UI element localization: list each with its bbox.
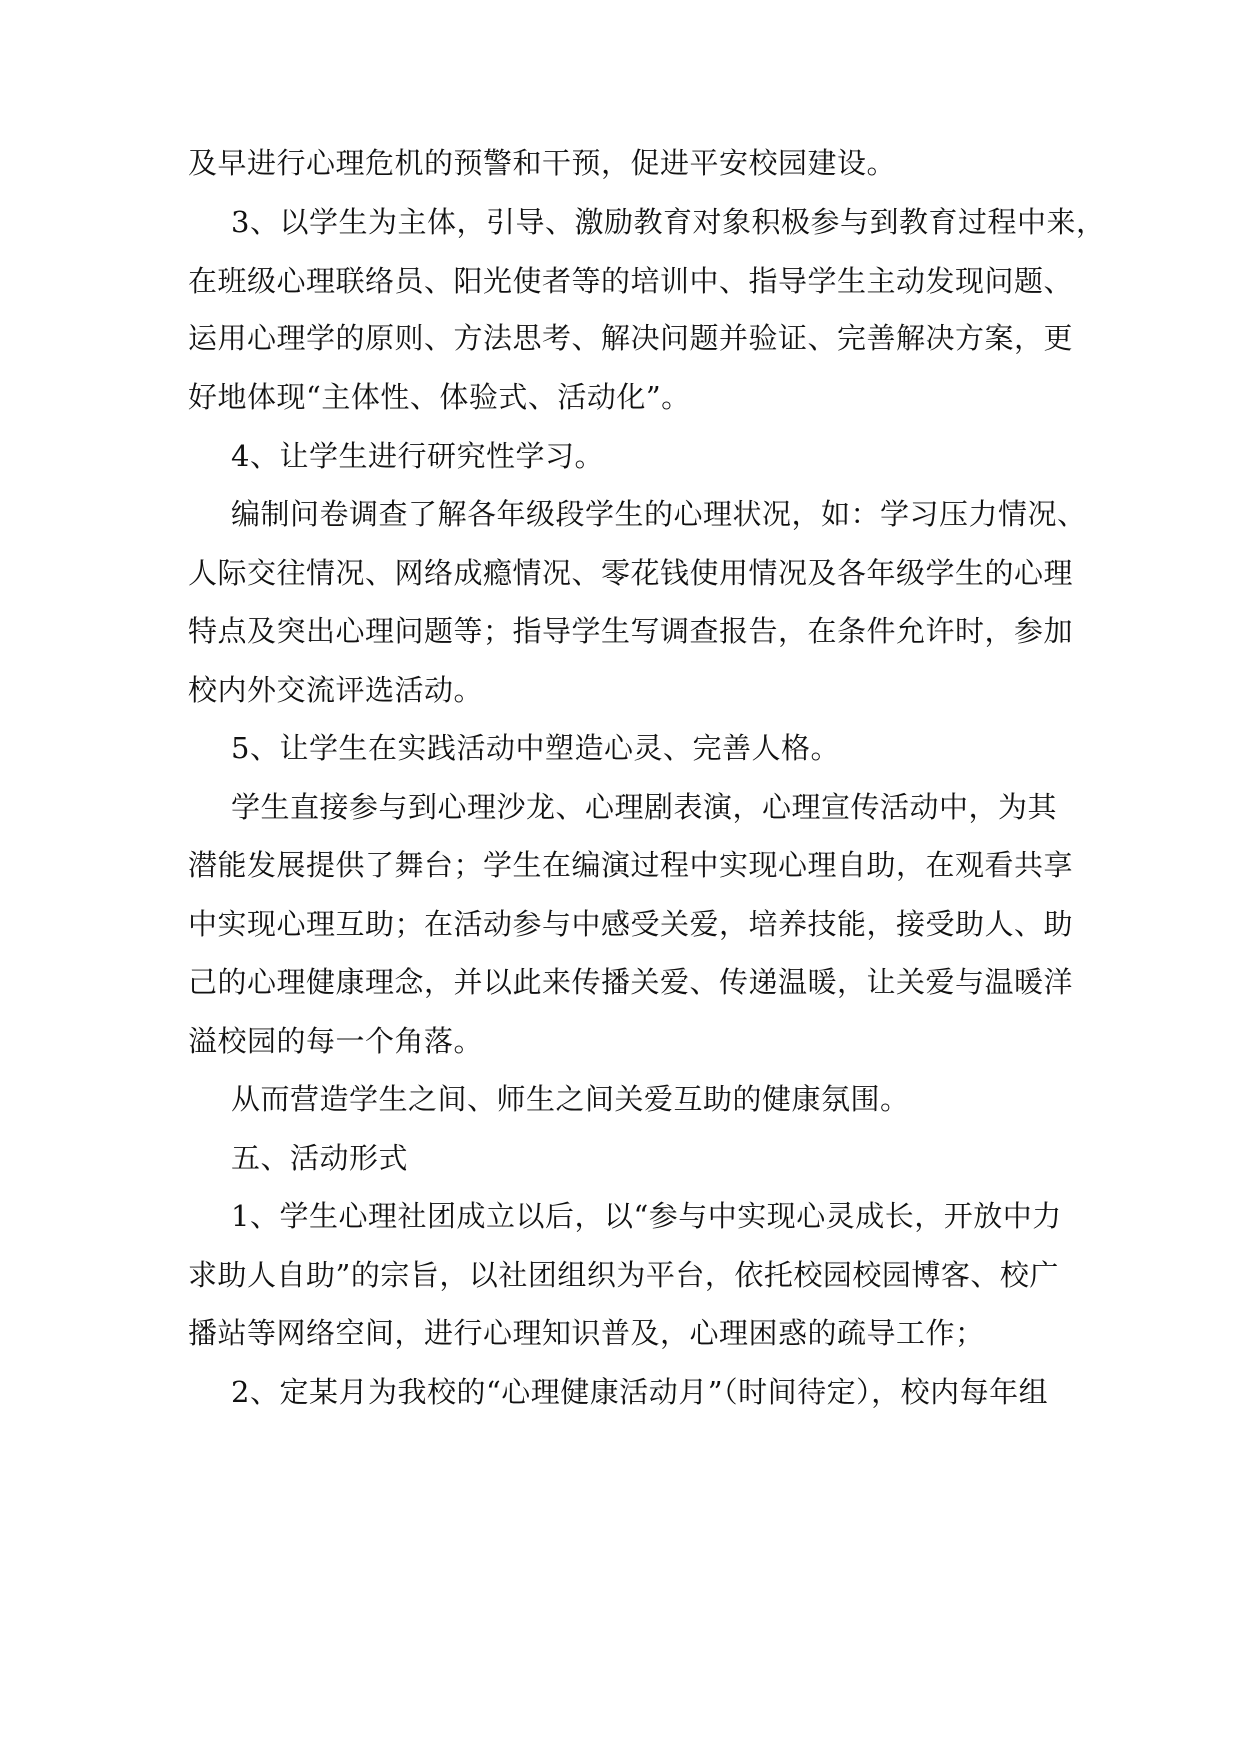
text-line: 己的心理健康理念，并以此来传播关爱、传递温暖，让关爱与温暖洋 — [188, 965, 1074, 999]
text-line: 在班级心理联络员、阳光使者等的培训中、指导学生主动发现问题、 — [188, 264, 1074, 298]
text-line: 求助人自助”的宗旨，以社团组织为平台，依托校园校园博客、校广 — [188, 1258, 1059, 1292]
text-line: 3、以学生为主体，引导、激励教育对象积极参与到教育过程中来， — [231, 205, 1106, 239]
text-line: 编制问卷调查了解各年级段学生的心理状况，如：学习压力情况、 — [231, 497, 1087, 531]
text-line: 播站等网络空间，进行心理知识普及，心理困惑的疏导工作； — [188, 1316, 985, 1350]
text-line: 及早进行心理危机的预警和干预，促进平安校园建设。 — [188, 146, 897, 180]
text-line: 人际交往情况、网络成瘾情况、零花钱使用情况及各年级学生的心理 — [188, 556, 1074, 590]
text-line: 4、让学生进行研究性学习。 — [231, 439, 604, 473]
text-line: 运用心理学的原则、方法思考、解决问题并验证、完善解决方案，更 — [188, 321, 1074, 355]
text-line: 学生直接参与到心理沙龙、心理剧表演，心理宣传活动中，为其 — [231, 790, 1058, 824]
text-line: 好地体现“主体性、体验式、活动化”。 — [188, 380, 691, 414]
text-line: 1、学生心理社团成立以后，以“参与中实现心灵成长，开放中力 — [231, 1199, 1062, 1233]
text-line: 5、让学生在实践活动中塑造心灵、完善人格。 — [231, 731, 840, 765]
text-line: 校内外交流评选活动。 — [188, 673, 484, 707]
text-line: 特点及突出心理问题等；指导学生写调查报告，在条件允许时，参加 — [188, 614, 1074, 648]
text-line: 中实现心理互助；在活动参与中感受关爱，培养技能，接受助人、助 — [188, 907, 1074, 941]
text-line: 溢校园的每一个角落。 — [188, 1024, 484, 1058]
text-line: 潜能发展提供了舞台；学生在编演过程中实现心理自助，在观看共享 — [188, 848, 1074, 882]
text-line: 从而营造学生之间、师生之间关爱互助的健康氛围。 — [231, 1082, 910, 1116]
text-line: 2、定某月为我校的“心理健康活动月”（时间待定），校内每年组 — [231, 1375, 1049, 1409]
section-heading: 五、活动形式 — [231, 1141, 409, 1175]
